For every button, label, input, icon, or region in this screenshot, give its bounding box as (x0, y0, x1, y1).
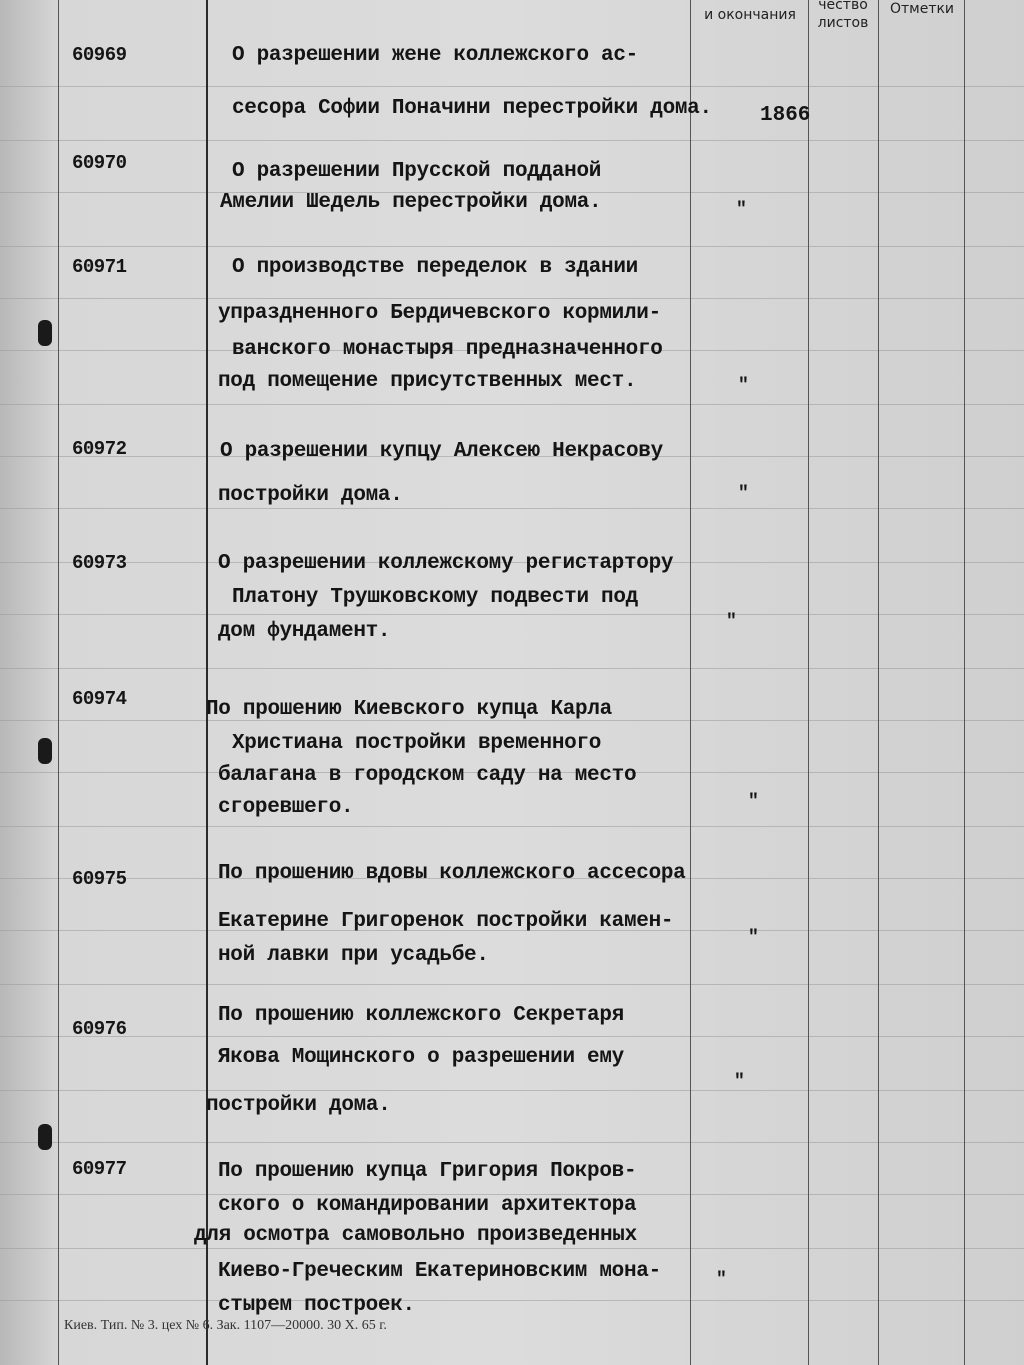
ditto-mark: " (748, 792, 759, 812)
column-divider (878, 0, 879, 1365)
entry-year: 1866 (760, 104, 811, 127)
header-sheets-line1: чество (818, 0, 868, 13)
entry-text-line: сгоревшего. (218, 796, 354, 819)
entry-text-line: По прошению Киевского купца Карла (206, 698, 612, 721)
header-sheets (810, 0, 876, 32)
column-divider (808, 0, 809, 1365)
column-divider (206, 0, 208, 1365)
entry-text-line: По прошению коллежского Секретаря (218, 1004, 624, 1027)
entry-text-line: О разрешении коллежскому регистартору (218, 552, 674, 575)
column-divider (964, 0, 965, 1365)
ditto-mark: " (734, 1072, 745, 1092)
entry-text-line: Киево-Греческим Екатериновским мона- (218, 1260, 661, 1283)
entry-text-line: постройки дома. (206, 1094, 391, 1117)
entry-text-line: Платону Трушковскому подвести под (232, 586, 638, 609)
header-notes: Отметки (889, 1, 955, 17)
entry-text-line: О разрешении купцу Алексею Некрасову (220, 440, 663, 463)
entry-text-line: О производстве переделок в здании (232, 256, 638, 279)
entry-text-line: дом фундамент. (218, 620, 391, 643)
ditto-mark: " (738, 376, 749, 396)
entry-number: 60974 (72, 688, 127, 710)
header-dates: и окончания (704, 7, 796, 23)
ditto-mark: " (738, 484, 749, 504)
entry-text-line: ского о командировании архитектора (218, 1194, 637, 1217)
ditto-mark: " (748, 928, 759, 948)
entry-number: 60970 (72, 152, 127, 174)
ditto-mark: " (726, 612, 737, 632)
entry-number: 60972 (72, 438, 127, 460)
entry-text-line: Екатерине Григоренок постройки камен- (218, 910, 674, 933)
entry-number: 60976 (72, 1018, 127, 1040)
entry-text-line: для осмотра самовольно произведенных (194, 1224, 637, 1247)
entry-text-line: ной лавки при усадьбе. (218, 944, 489, 967)
entry-number: 60969 (72, 44, 127, 66)
entry-number: 60975 (72, 868, 127, 890)
entry-text-line: Амелии Шедель перестройки дома. (220, 191, 602, 214)
entry-text-line: Христиана постройки временного (232, 732, 602, 755)
entry-text-line: постройки дома. (218, 484, 403, 507)
entry-number: 60973 (72, 552, 127, 574)
column-divider (690, 0, 691, 1365)
entry-text-line: По прошению вдовы коллежского ассесора (218, 862, 686, 885)
entry-number: 60971 (72, 256, 127, 278)
header-sheets-line2: листов (817, 15, 869, 31)
entry-text-line: О разрешении жене коллежского ас- (232, 44, 638, 67)
binder-hole (38, 320, 52, 346)
entry-text-line: Якова Мощинского о разрешении ему (218, 1046, 624, 1069)
entry-text-line: По прошению купца Григория Покров- (218, 1160, 637, 1183)
entry-text-line: под помещение присутственных мест. (218, 370, 637, 393)
entry-text-line: балагана в городском саду на место (218, 764, 637, 787)
binder-hole (38, 738, 52, 764)
entry-number: 60977 (72, 1158, 127, 1180)
entry-text-line: О разрешении Прусской подданой (232, 160, 602, 183)
binder-hole (38, 1124, 52, 1150)
ditto-mark: " (736, 200, 747, 220)
margin-line (58, 0, 59, 1365)
printer-imprint: Киев. Тип. № 3. цех № 6. Зак. 1107—20000. 30 X. 65 г. (64, 1318, 387, 1333)
entry-text-line: стырем построек. (218, 1294, 415, 1317)
entry-text-line: упраздненного Бердичевского кормили- (218, 302, 661, 325)
entry-text-line: сесора Софии Поначини перестройки дома. (232, 97, 712, 120)
entry-text-line: ванского монастыря предназначенного (232, 338, 663, 361)
ditto-mark: " (716, 1270, 727, 1290)
